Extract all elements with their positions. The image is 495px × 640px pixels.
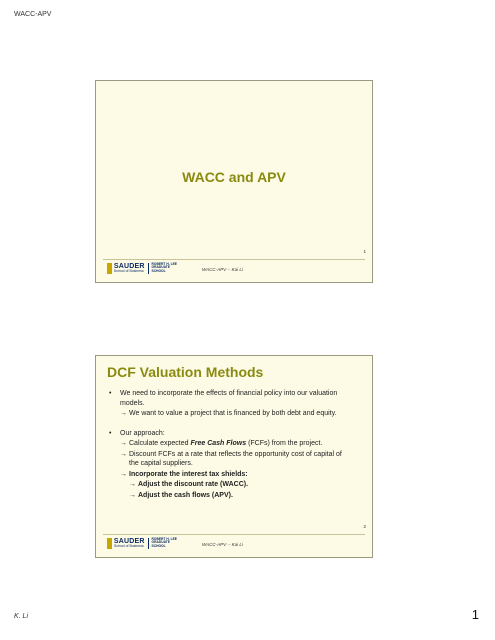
arrow-icon: → [120,470,127,478]
slide-content [107,389,352,500]
arrow-icon: → [120,440,127,447]
logo-divider [148,538,149,549]
logo-side-2: GRADUATE SCHOOL [151,265,170,273]
footer-divider [103,259,365,260]
arrow-icon: → [120,450,127,458]
bullet-item: • We need to incorporate the effects of financial policy into our valuation models. [109,390,338,407]
sub-sub-item: → Adjust the cash flows (APV). [129,491,233,499]
slide-2 [95,355,373,558]
sauder-logo [107,537,179,549]
slide-1 [95,80,373,283]
slide-title: DCF Valuation Methods [107,364,264,380]
page-number: 1 [471,607,479,622]
logo-divider [148,263,149,274]
slide-number: 2 [363,524,366,529]
slide-footer-text: WACC-APV -- Kai Li [202,267,243,272]
sub-sub-item: → Adjust the discount rate (WACC). [129,481,249,488]
logo-main: SAUDER [113,262,145,270]
sub-item: → Incorporate the interest tax shields: [120,470,248,478]
logo-side-2: GRADUATE SCHOOL [151,540,170,548]
slide-title: WACC and APV [182,169,286,185]
page-footer-author: K. Li [14,613,29,620]
slide-footer-text: WACC-APV -- Kai Li [202,542,243,547]
sub-item: → Discount FCFs at a rate that reflects the opportunity cost of capital of the capital suppliers. [120,450,342,467]
sauder-logo [107,262,179,274]
bullet-icon: • [109,390,112,397]
slide-number: 1 [363,249,366,254]
bullet-icon: • [109,429,112,437]
footer-divider [103,534,365,535]
logo-main: SAUDER [113,537,145,545]
logo-sub: School of Business [113,268,144,273]
logo-sub: School of Business [113,543,144,548]
logo-mark-icon [107,538,112,549]
arrow-icon: → [120,410,127,417]
sub-item: → We want to value a project that is financed by both debt and equity. [120,410,337,417]
logo-side-1: ROBERT H. LEE [151,537,177,542]
page-header: WACC-APV [14,11,52,18]
logo-mark-icon [107,263,112,274]
arrow-icon: → [129,491,136,499]
bullet-item: • Our approach: [109,429,165,437]
emphasis-text: Free Cash Flows [190,440,247,447]
arrow-icon: → [129,481,136,488]
sub-item: → Calculate expected Free Cash Flows (FCFs) from the project. [120,440,323,447]
logo-side-1: ROBERT H. LEE [151,262,177,267]
